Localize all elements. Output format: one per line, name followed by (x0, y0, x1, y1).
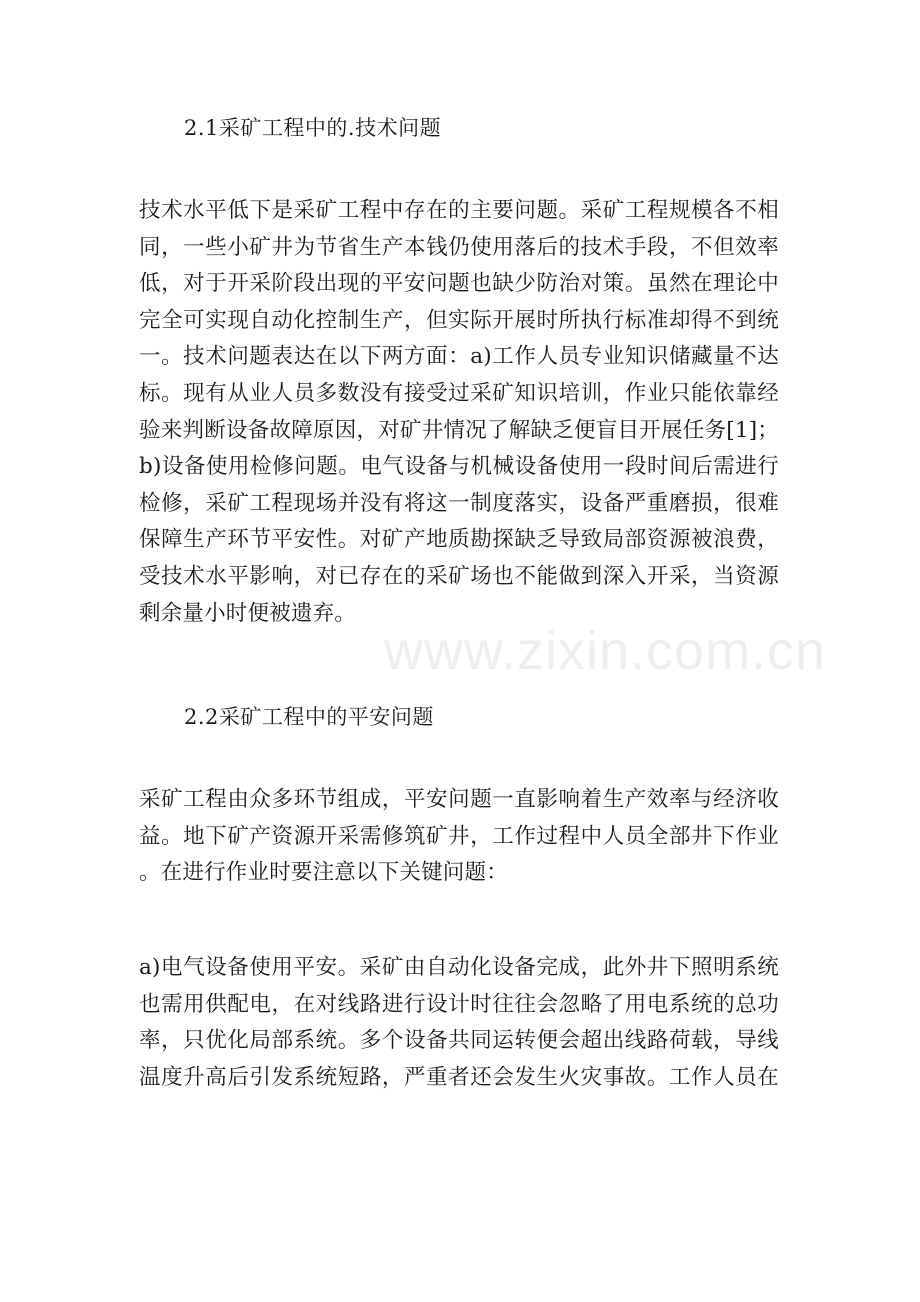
text-line: 检修，采矿工程现场并没有将这一制度落实，设备严重磨损，很难 (139, 490, 779, 516)
text-line: 标。现有从业人员多数没有接受过采矿知识培训，作业只能依靠经 (139, 380, 779, 406)
paragraph-technical-problems (139, 193, 779, 632)
text-line: 保障生产环节平安性。对矿产地质勘探缺乏导致局部资源被浪费， (139, 527, 779, 553)
text-line: 。在进行作业时要注意以下关键问题： (139, 860, 508, 886)
text-line: 一。技术问题表达在以下两方面：a)工作人员专业知识储藏量不达 (139, 344, 779, 370)
watermark: www.zixin.com.cn (384, 621, 827, 681)
text-line: 剩余量小时便被遗弃。 (139, 600, 357, 626)
text-line: 低，对于开采阶段出现的平安问题也缺少防治对策。虽然在理论中 (139, 271, 779, 297)
text-line: 益。地下矿产资源开采需修筑矿井，工作过程中人员全部井下作业 (139, 823, 779, 849)
section-heading-2-2: 2.2采矿工程中的平安问题 (184, 705, 434, 729)
text-line: 也需用供配电，在对线路进行设计时往往会忽略了用电系统的总功 (139, 991, 779, 1017)
text-line: b)设备使用检修问题。电气设备与机械设备使用一段时间后需进行 (139, 454, 779, 480)
text-line: 温度升高后引发系统短路，严重者还会发生火灾事故。工作人员在 (139, 1064, 779, 1090)
text-line: 完全可实现自动化控制生产，但实际开展时所执行标准却得不到统 (139, 307, 779, 333)
text-line: 采矿工程由众多环节组成，平安问题一直影响着生产效率与经济收 (139, 787, 779, 812)
paragraph-safety-intro (139, 782, 779, 892)
text-line: 受技术水平影响，对已存在的采矿场也不能做到深入开采，当资源 (139, 563, 779, 589)
text-line: 技术水平低下是采矿工程中存在的主要问题。采矿工程规模各不相 (139, 198, 779, 223)
text-line: 同，一些小矿井为节省生产本钱仍使用落后的技术手段，不但效率 (139, 234, 779, 260)
text-line: 率，只优化局部系统。多个设备共同运转便会超出线路荷载，导线 (139, 1028, 779, 1054)
paragraph-electrical-safety (139, 950, 779, 1096)
text-line: 验来判断设备故障原因，对矿井情况了解缺乏便盲目开展任务[1]； (139, 417, 779, 443)
text-line: a)电气设备使用平安。采矿由自动化设备完成，此外井下照明系统 (139, 955, 779, 980)
section-heading-2-1: 2.1采矿工程中的.技术问题 (184, 116, 442, 140)
